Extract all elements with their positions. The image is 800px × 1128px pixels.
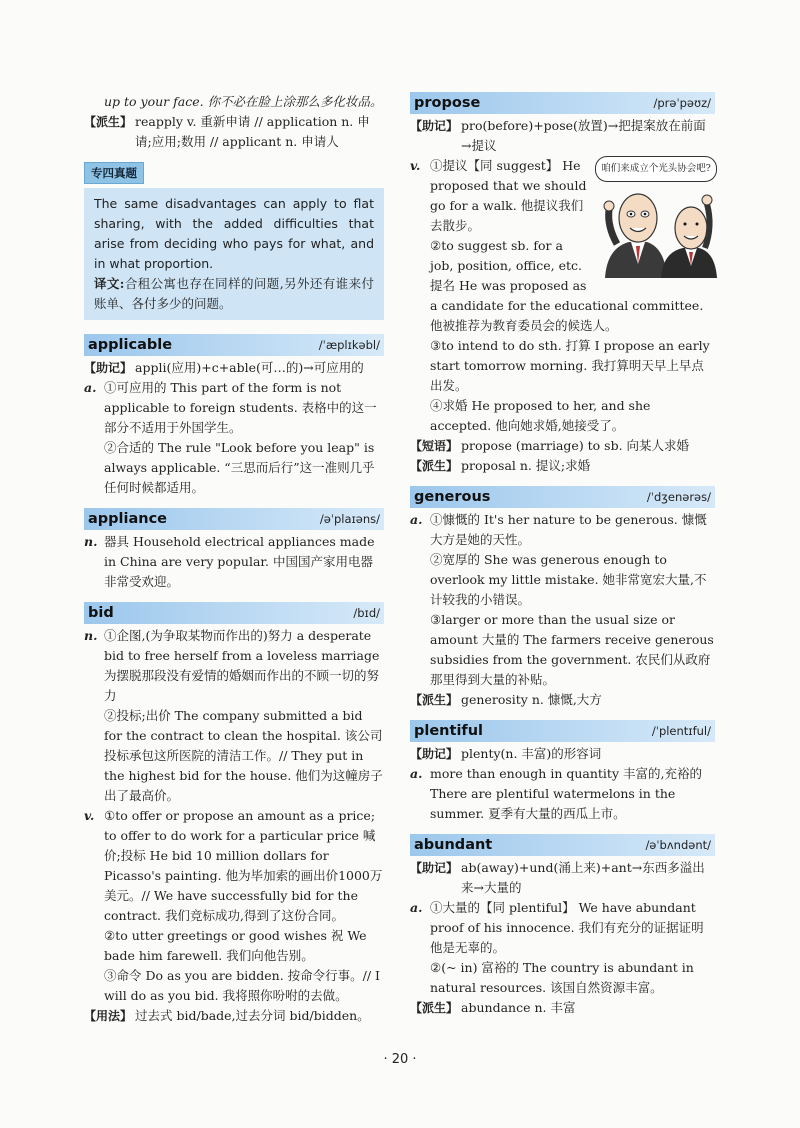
phonetic: /prəˈpəʊz/ (653, 96, 711, 110)
sense-2: ②(~ in) 富裕的 The country is abundant in natural resources. 该国自然资源丰富。 (430, 960, 694, 995)
sense-3: ③to intend to do sth. 打算 I propose an early start tomorrow morning. 我打算明天早上早点出发。 (430, 338, 710, 393)
derived-line (410, 456, 715, 476)
sense-1: ①可应用的 This part of the form is not applicable to foreign students. 表格中的这一部分不适用于外国学生。 (104, 380, 377, 435)
memo-text: appli(应用)+c+able(可…的)→可应用的 (135, 360, 364, 375)
sense-3: ③larger or more than the usual size or amount 大量的 The farmers receive generous subsidies from the government. 农民们从政府那里得到大量的补贴。 (430, 612, 714, 687)
entry-abundant (410, 834, 715, 1018)
part-of-speech: n. (84, 628, 98, 643)
part-of-speech: v. (84, 808, 95, 823)
translation-label: 译文: (94, 276, 125, 291)
memo-label: 【助记】 (410, 119, 459, 133)
derived-text: abundance n. 丰富 (461, 1000, 576, 1015)
phonetic: /ˈplentɪful/ (651, 724, 711, 738)
sense-line (84, 532, 384, 592)
headword: abundant (414, 837, 493, 853)
memo-label: 【助记】 (410, 747, 459, 761)
verb-sense-1: ①to offer or propose an amount as a price; to offer to do work for a particular price 喊价;投标 He bid 10 million dollars for Picasso's painting. 他为毕加索的画出价1000万美元。// We have successfully bid for the contract. 我们竞标成功,得到了这份合同。 (104, 808, 383, 923)
derived-label: 【派生】 (410, 693, 459, 707)
translation-text: 合租公寓也存在同样的问题,另外还有谁来付账单、各付多少的问题。 (94, 276, 374, 311)
memo-text: plenty(n. 丰富)的形容词 (461, 746, 602, 761)
headword-bar (410, 834, 715, 856)
sense-line (410, 764, 715, 824)
verb-sense-3: ③命令 Do as you are bidden. 按命令行事。// I will do as you bid. 我将照你吩咐的去做。 (104, 968, 380, 1003)
phonetic: /bɪd/ (353, 606, 380, 620)
memo-line (84, 358, 384, 378)
exam-box (84, 162, 384, 320)
headword-bar (410, 486, 715, 508)
exam-tag: 专四真题 (84, 162, 144, 184)
memo-label: 【助记】 (410, 861, 459, 875)
sense-line (84, 626, 384, 706)
phonetic: /əˈplaɪəns/ (319, 512, 380, 526)
memo-label: 【助记】 (84, 361, 133, 375)
memo-text: ab(away)+und(涌上来)+ant→东西多溢出来→大量的 (461, 860, 705, 895)
exam-box-body (84, 188, 384, 320)
sense-line (410, 510, 715, 550)
derived-text: generosity n. 慷慨,大方 (461, 692, 602, 707)
part-of-speech: a. (84, 380, 97, 395)
sense-2: ②宽厚的 She was generous enough to overlook my little mistake. 她非常宽宏大量,不计较我的小错误。 (430, 552, 707, 607)
exam-sentence: The same disadvantages can apply to flat sharing, with the added difficulties that arise from deciding who pays for what, and in what proportion. (94, 196, 374, 271)
entry-generous (410, 486, 715, 710)
derived-label: 【派生】 (410, 1001, 459, 1015)
derived-text: proposal n. 提议;求婚 (461, 458, 591, 473)
derived-line (84, 112, 384, 152)
sense-2: ②to suggest sb. for a job, position, office, etc. 提名 He was proposed as a candidate for the educational committee. 他被推荐为教育委员会的候选人。 (430, 238, 704, 333)
headword: bid (88, 605, 114, 621)
sense-1: ①大量的【同 plentiful】 We have abundant proof of his innocence. 我们有充分的证据证明他是无辜的。 (430, 900, 704, 955)
continued-entry (84, 92, 384, 152)
headword: generous (414, 489, 491, 505)
phrase-line (410, 436, 715, 456)
headword-bar (410, 92, 715, 114)
part-of-speech: n. (84, 534, 98, 549)
exam-translation (94, 274, 374, 314)
memo-line (410, 116, 715, 156)
phonetic: /ˈæplɪkəbl/ (318, 338, 380, 352)
sense-line (84, 378, 384, 438)
headword-bar (84, 334, 384, 356)
noun-sense-1: ①企图,(为争取某物而作出的)努力 a desperate bid to free herself from a loveless marriage 为摆脱那段没有爱情的婚姻而作出的不顾一切的努力 (104, 628, 380, 703)
sense-1: more than enough in quantity 丰富的,充裕的 There are plentiful watermelons in the summer. 夏季有大量的西瓜上市。 (430, 766, 702, 821)
headword-bar (84, 508, 384, 530)
memo-line (410, 744, 715, 764)
usage-label: 【用法】 (84, 1009, 133, 1023)
sense-line (410, 156, 589, 236)
usage-text: 过去式 bid/bade,过去分词 bid/bidden。 (135, 1008, 370, 1023)
entry-appliance (84, 508, 384, 592)
headword-bar (84, 602, 384, 624)
part-of-speech: v. (410, 158, 421, 173)
entry-propose (410, 92, 715, 476)
page-number: · 20 · (383, 1052, 417, 1067)
memo-line (410, 858, 715, 898)
derived-label: 【派生】 (84, 115, 133, 129)
headword: plentiful (414, 723, 484, 739)
noun-sense-2: ②投标;出价 The company submitted a bid for the contract to clean the hospital. 该公司投标承包这所医院的清洁工作。// They put in the highest bid for the house. 他们为这幢房子出了最高价。 (104, 708, 383, 803)
derived-line (410, 998, 715, 1018)
derived-label: 【派生】 (410, 459, 459, 473)
part-of-speech: a. (410, 766, 423, 781)
entry-plentiful (410, 720, 715, 824)
cartoon-illustration (595, 156, 717, 278)
entry-applicable (84, 334, 384, 498)
headword-bar (410, 720, 715, 742)
left-column (84, 92, 384, 1036)
sense-4: ④求婚 He proposed to her, and she accepted. 他向她求婚,她接受了。 (430, 398, 651, 433)
part-of-speech: a. (410, 512, 423, 527)
entry-bid (84, 602, 384, 1026)
sense-line (84, 806, 384, 926)
phonetic: /əˈbʌndənt/ (645, 838, 711, 852)
verb-sense-2: ②to utter greetings or good wishes 祝 We bade him farewell. 我们向他告别。 (104, 928, 367, 963)
memo-text: pro(before)+pose(放置)→把提案放在前面→提议 (461, 118, 706, 153)
continued-example: up to your face. 你不必在脸上涂那么多化妆品。 (104, 94, 383, 109)
derived-text: reapply v. 重新申请 // application n. 申请;应用;数用 // applicant n. 申请人 (135, 114, 370, 149)
phrase-label: 【短语】 (410, 439, 459, 453)
sense-1: 器具 Household electrical appliances made in China are very popular. 中国国产家用电器非常受欢迎。 (104, 534, 375, 589)
sense-1: ①提议【同 suggest】 He proposed that we should go for a walk. 他提议我们去散步。 (430, 158, 587, 233)
phonetic: /ˈdʒenərəs/ (646, 490, 711, 504)
sense-2: ②合适的 The rule "Look before you leap" is always applicable. “三思而后行”这一准则几乎任何时候都适用。 (104, 440, 375, 495)
part-of-speech: a. (410, 900, 423, 915)
sense-1: ①慷慨的 It's her nature to be generous. 慷慨大方是她的天性。 (430, 512, 707, 547)
headword: propose (414, 95, 481, 111)
speech-bubble: 咱们来成立个光头协会吧? (595, 156, 717, 182)
right-column (410, 92, 715, 1028)
headword: appliance (88, 511, 168, 527)
phrase-text: propose (marriage) to sb. 向某人求婚 (461, 438, 690, 453)
usage-line (84, 1006, 384, 1026)
derived-line (410, 690, 715, 710)
headword: applicable (88, 337, 173, 353)
sense-line (410, 898, 715, 958)
